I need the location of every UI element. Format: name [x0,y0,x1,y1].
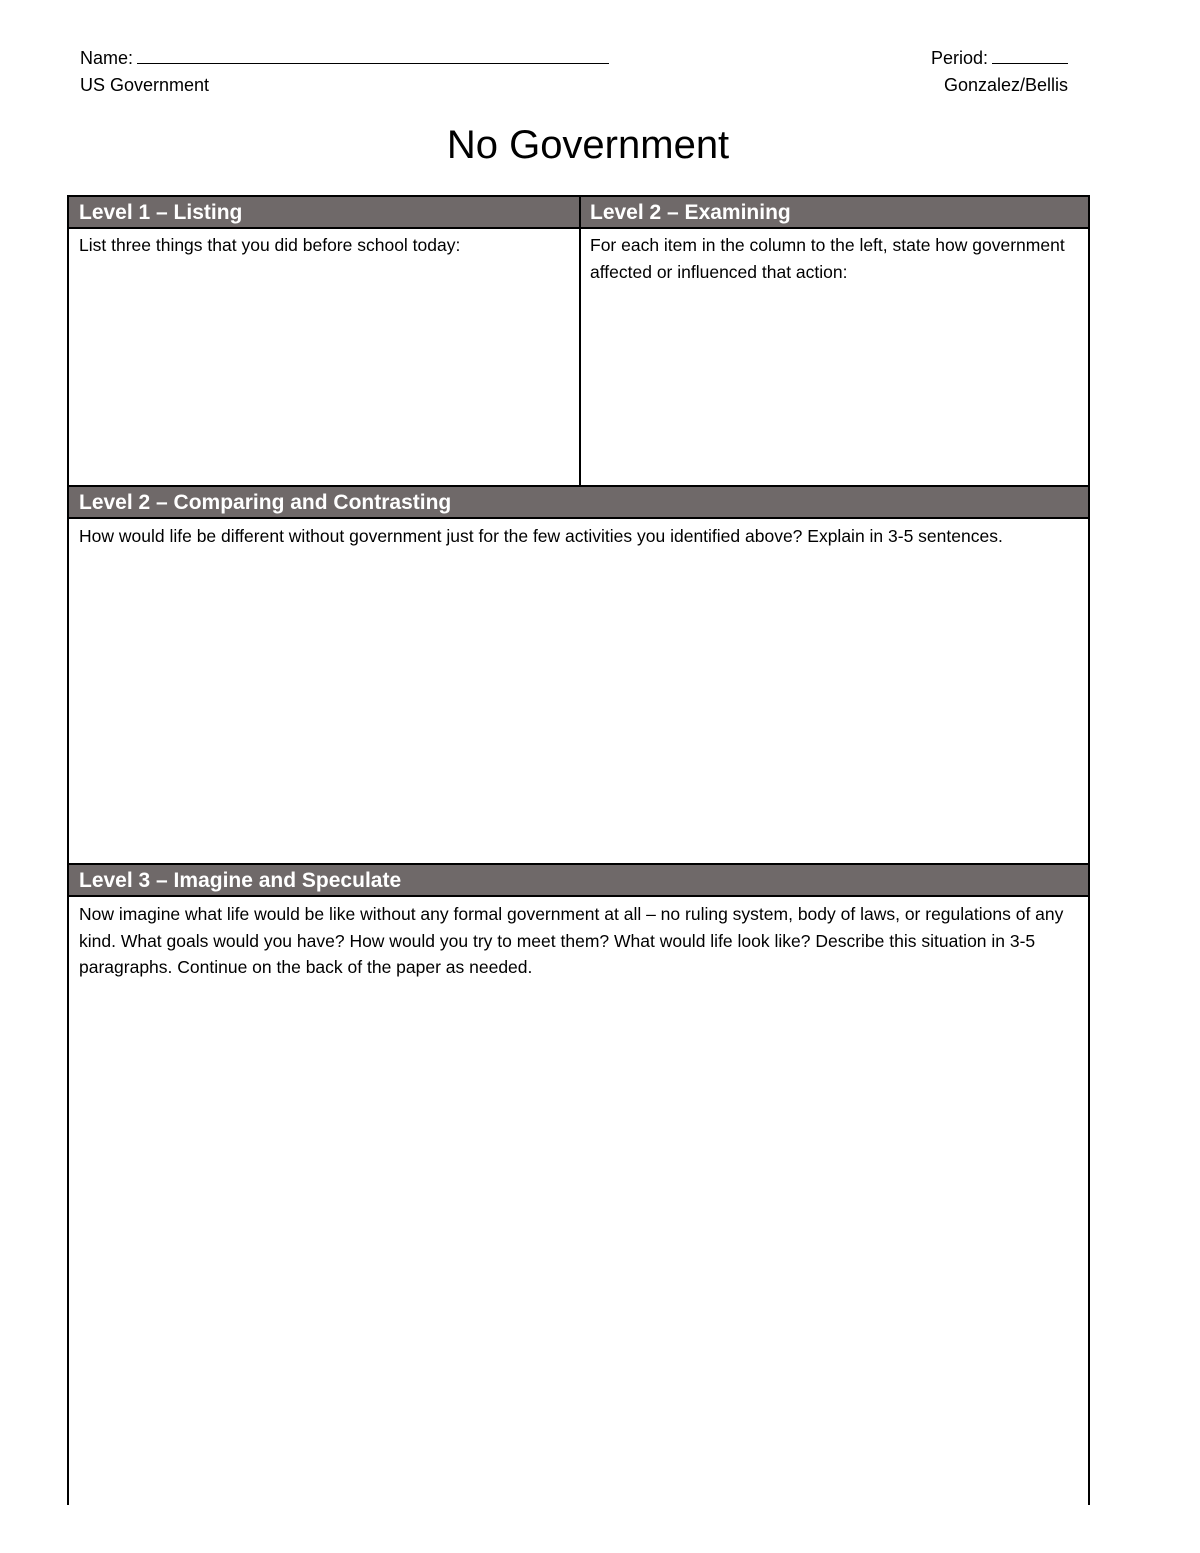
level3-answer-area[interactable] [79,901,1079,981]
period-blank-line[interactable] [992,47,1068,64]
name-blank-line[interactable] [137,47,609,64]
section-header-row-3 [69,863,1088,897]
level1-answer-area[interactable] [79,232,569,259]
worksheet-table [67,195,1090,1505]
level1-prompt: List three things that you did before school today: [79,235,461,255]
course-name: US Government [80,75,210,95]
level2-examining-answer-area[interactable] [590,232,1080,285]
name-label: Name: [80,48,134,68]
column-divider [579,195,581,487]
section-header-row-2 [69,485,1088,519]
level3-heading: Level 3 – Imagine and Speculate [79,869,402,892]
period-field[interactable] [931,47,1068,69]
level2-comparing-prompt: How would life be different without government just for the few activities you identified above? Explain in 3-5 sentences. [79,526,1003,546]
level2-comparing-heading: Level 2 – Comparing and Contrasting [79,491,452,514]
level2-examining-prompt: For each item in the column to the left, state how government affected or influenced that action: [590,235,1065,282]
level2-comparing-answer-area[interactable] [79,523,1079,550]
page-title: No Government [446,123,730,167]
period-label: Period: [930,48,988,68]
level3-prompt: Now imagine what life would be like without any formal government at all – no ruling system, body of laws, or regulations of any kind. What goals would you have? How would you try to meet them? What would life look like? Describe this situation in 3-5 paragraphs. Continue on the back of the paper as needed. [79,904,1064,977]
teacher-names: Gonzalez/Bellis [943,75,1068,95]
level1-heading: Level 1 – Listing [79,201,243,224]
level2-examining-heading: Level 2 – Examining [590,201,791,224]
name-field[interactable] [80,47,609,69]
